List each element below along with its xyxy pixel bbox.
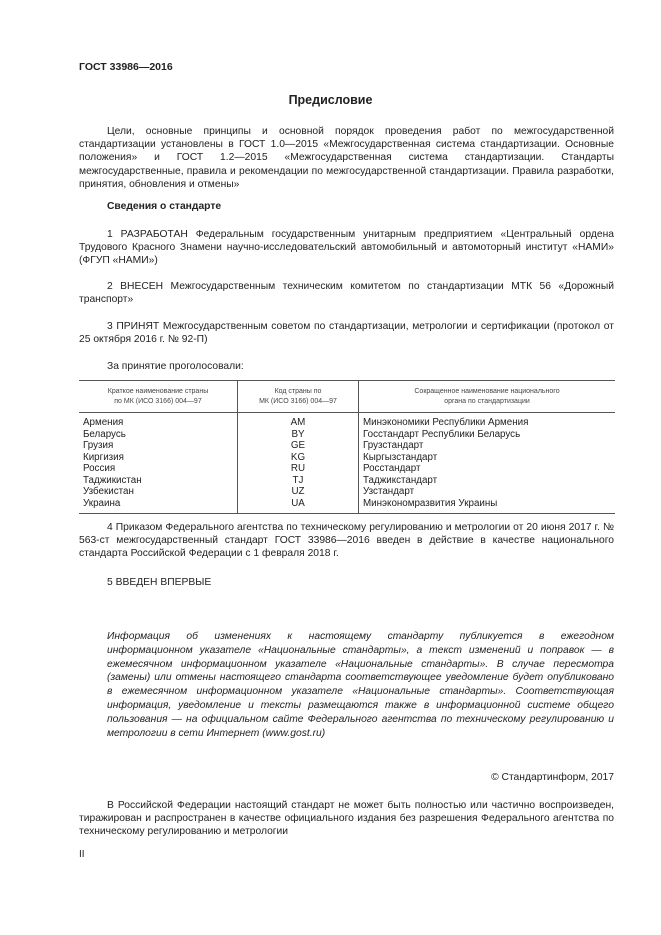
table-row [79, 440, 615, 452]
body-cell: Грузстандарт [359, 440, 616, 452]
code-cell: RU [238, 463, 359, 475]
table-header-row [79, 381, 615, 413]
page-title: Предисловие [288, 93, 373, 107]
table-row [79, 429, 615, 441]
notice-line: ежемесячном информационном указателе «Национальные стандарты». В случае пересмотра [107, 658, 614, 670]
copyright-notice: © Стандартинформ, 2017 [491, 772, 614, 783]
header-body [359, 381, 616, 413]
table-row [79, 463, 615, 475]
header-code-line2: МК (ИСО 3166) 004—97 [259, 398, 337, 405]
item-developed: 1 РАЗРАБОТАН Федеральным государственным унитарным предприятием «Центральный ордена Трудового Красного Знамени научно-исследовательский автомобильный и автомоторный институт «НАМИ» (ФГУП «НАМИ») [79, 229, 614, 267]
item-first-introduced: 5 ВВЕДЕН ВПЕРВЫЕ [107, 577, 212, 588]
header-country [79, 381, 238, 413]
table-row [79, 452, 615, 464]
table-row [79, 413, 615, 429]
voting-countries-table [79, 380, 615, 514]
country-cell: Беларусь [83, 428, 126, 440]
body-cell: Минэкономразвития Украины [359, 498, 616, 514]
code-cell: BY [238, 429, 359, 441]
header-body-line1: Сокращенное наименование национального [414, 388, 560, 395]
code-cell: KG [238, 452, 359, 464]
intro-paragraph: Цели, основные принципы и основной порядок проведения работ по межгосударственной стандартизации установлены в ГОСТ 1.0—2015 «Межгосударственная система стандартизации. Основные положения» и ГОСТ 1.2—2015 «Межгосударственная система стандартизации. Стандарты межгосударственные, правила и рекомендации по межгосударственной стандартизации. Правила разработки, принятия, обновления и отмены» [79, 126, 614, 190]
code-cell: GE [238, 440, 359, 452]
page-number: II [79, 849, 85, 860]
amendments-notice [107, 630, 614, 740]
body-cell: Кыргызстандарт [359, 452, 616, 464]
info-heading: Сведения о стандарте [107, 201, 222, 212]
notice-line: пользования — на официальном сайте Федерального агентства по техническому регулированию и [107, 713, 614, 725]
item-adopted: 3 ПРИНЯТ Межгосударственным советом по стандартизации, метрологии и сертификации (протокол от 25 октября 2016 г. № 92-П) [79, 321, 614, 346]
notice-line: (замены) или отмены настоящего стандарта соответствующее уведомление будет опубликовано [107, 672, 614, 684]
code-cell: AM [238, 413, 359, 429]
body-cell: Таджикстандарт [359, 475, 616, 487]
notice-line: информация, уведомление и тексты размещаются также в информационной системе общего [107, 699, 614, 711]
header-code-line1: Код страны по [274, 388, 322, 395]
body-cell: Узстандарт [359, 486, 616, 498]
item-enacted: 4 Приказом Федерального агентства по техническому регулированию и метрологии от 20 июня 2017 г. № 563-ст межгосударственный стандарт ГОСТ 33986—2016 введен в действие в качестве национального стандарта Российской Федерации с 1 февраля 2018 г. [79, 522, 614, 560]
country-cell: Таджикистан [83, 474, 142, 486]
body-cell: Минэкономики Республики Армения [359, 413, 616, 429]
country-cell: Россия [83, 463, 116, 474]
notice-line: Информация об изменениях к настоящему стандарту публикуется в ежегодном [107, 631, 614, 642]
country-cell: Армения [83, 417, 124, 428]
header-body-line2: органа по стандартизации [444, 398, 530, 405]
vote-label: За принятие проголосовали: [107, 361, 244, 372]
country-cell: Украина [79, 498, 238, 514]
country-cell: Узбекистан [83, 486, 134, 497]
code-cell: UA [238, 498, 359, 514]
notice-line: в ежемесячном информационном указателе «Национальные стандарты». Соответствующая [107, 686, 614, 698]
reproduction-rights: В Российской Федерации настоящий стандарт не может быть полностью или частично воспроизведен, тиражирован и распространен в качестве официального издания без разрешения Федерального агентства по техническому регулированию и метрологии [79, 800, 614, 838]
body-cell: Госстандарт Республики Беларусь [359, 429, 616, 441]
table-row [79, 475, 615, 487]
header-code [238, 381, 359, 413]
header-country-line1: Краткое наименование страны [107, 388, 209, 395]
notice-line: метрологии в сети Интернет (www.gost.ru) [107, 727, 326, 739]
country-cell: Киргизия [83, 451, 124, 463]
header-country-line2: по МК (ИСО 3166) 004—97 [114, 398, 202, 405]
country-cell: Грузия [83, 440, 114, 451]
code-cell: UZ [238, 486, 359, 498]
body-cell: Росстандарт [359, 463, 616, 475]
table-row [79, 498, 615, 514]
item-submitted: 2 ВНЕСЕН Межгосударственным техническим комитетом по стандартизации МТК 56 «Дорожный транспорт» [79, 281, 614, 306]
code-cell: TJ [238, 475, 359, 487]
table-row [79, 486, 615, 498]
document-code-header: ГОСТ 33986—2016 [79, 61, 173, 73]
notice-line: информационном указателе «Национальные стандарты», а текст изменений и поправок — в [107, 644, 614, 656]
